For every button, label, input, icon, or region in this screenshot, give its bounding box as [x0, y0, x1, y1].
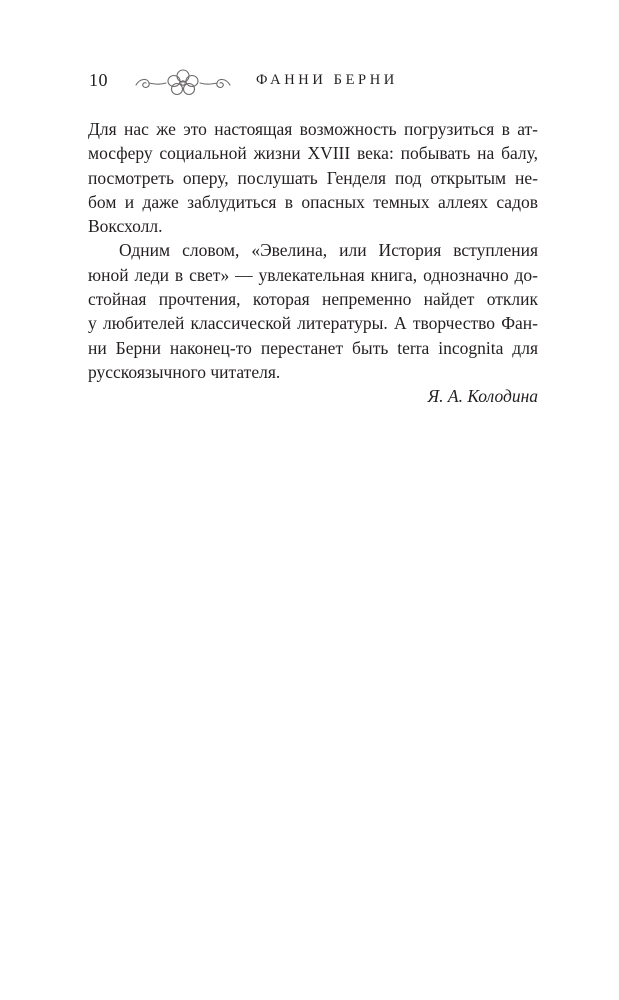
- paragraph-1: [88, 117, 538, 238]
- page-header: [88, 68, 538, 98]
- author-signature: Я. А. Колодина: [427, 386, 538, 407]
- text-line: бом и даже заблудиться в опасных темных аллеях садов: [88, 191, 538, 212]
- text-line: русскоязычного читателя.: [88, 361, 281, 382]
- text-line: ни Берни наконец-то перестанет быть terra incognita для: [88, 337, 538, 358]
- text-line: Для нас же это настоящая возможность погрузиться в ат-: [88, 119, 538, 139]
- page-number: 10: [89, 70, 108, 90]
- flower-ornament-icon: [134, 68, 232, 98]
- text-line: стойная прочтения, которая непременно найдет отклик: [88, 289, 538, 310]
- text-line: посмотреть оперу, послушать Генделя под открытым не-: [88, 167, 538, 188]
- text-line: Одним словом, «Эвелина, или История вступления: [119, 240, 538, 261]
- text-line: Воксхолл.: [88, 216, 163, 237]
- paragraph-2: [88, 238, 538, 384]
- text-line: у любителей классической литературы. А творчество Фан-: [88, 313, 538, 334]
- text-line: юной леди в свет» — увлекательная книга, однозначно до-: [88, 264, 538, 285]
- running-title: ФАННИ БЕРНИ: [256, 72, 398, 88]
- body-text: [88, 117, 538, 409]
- text-line: мосферу социальной жизни XVIII века: побывать на балу,: [88, 143, 538, 164]
